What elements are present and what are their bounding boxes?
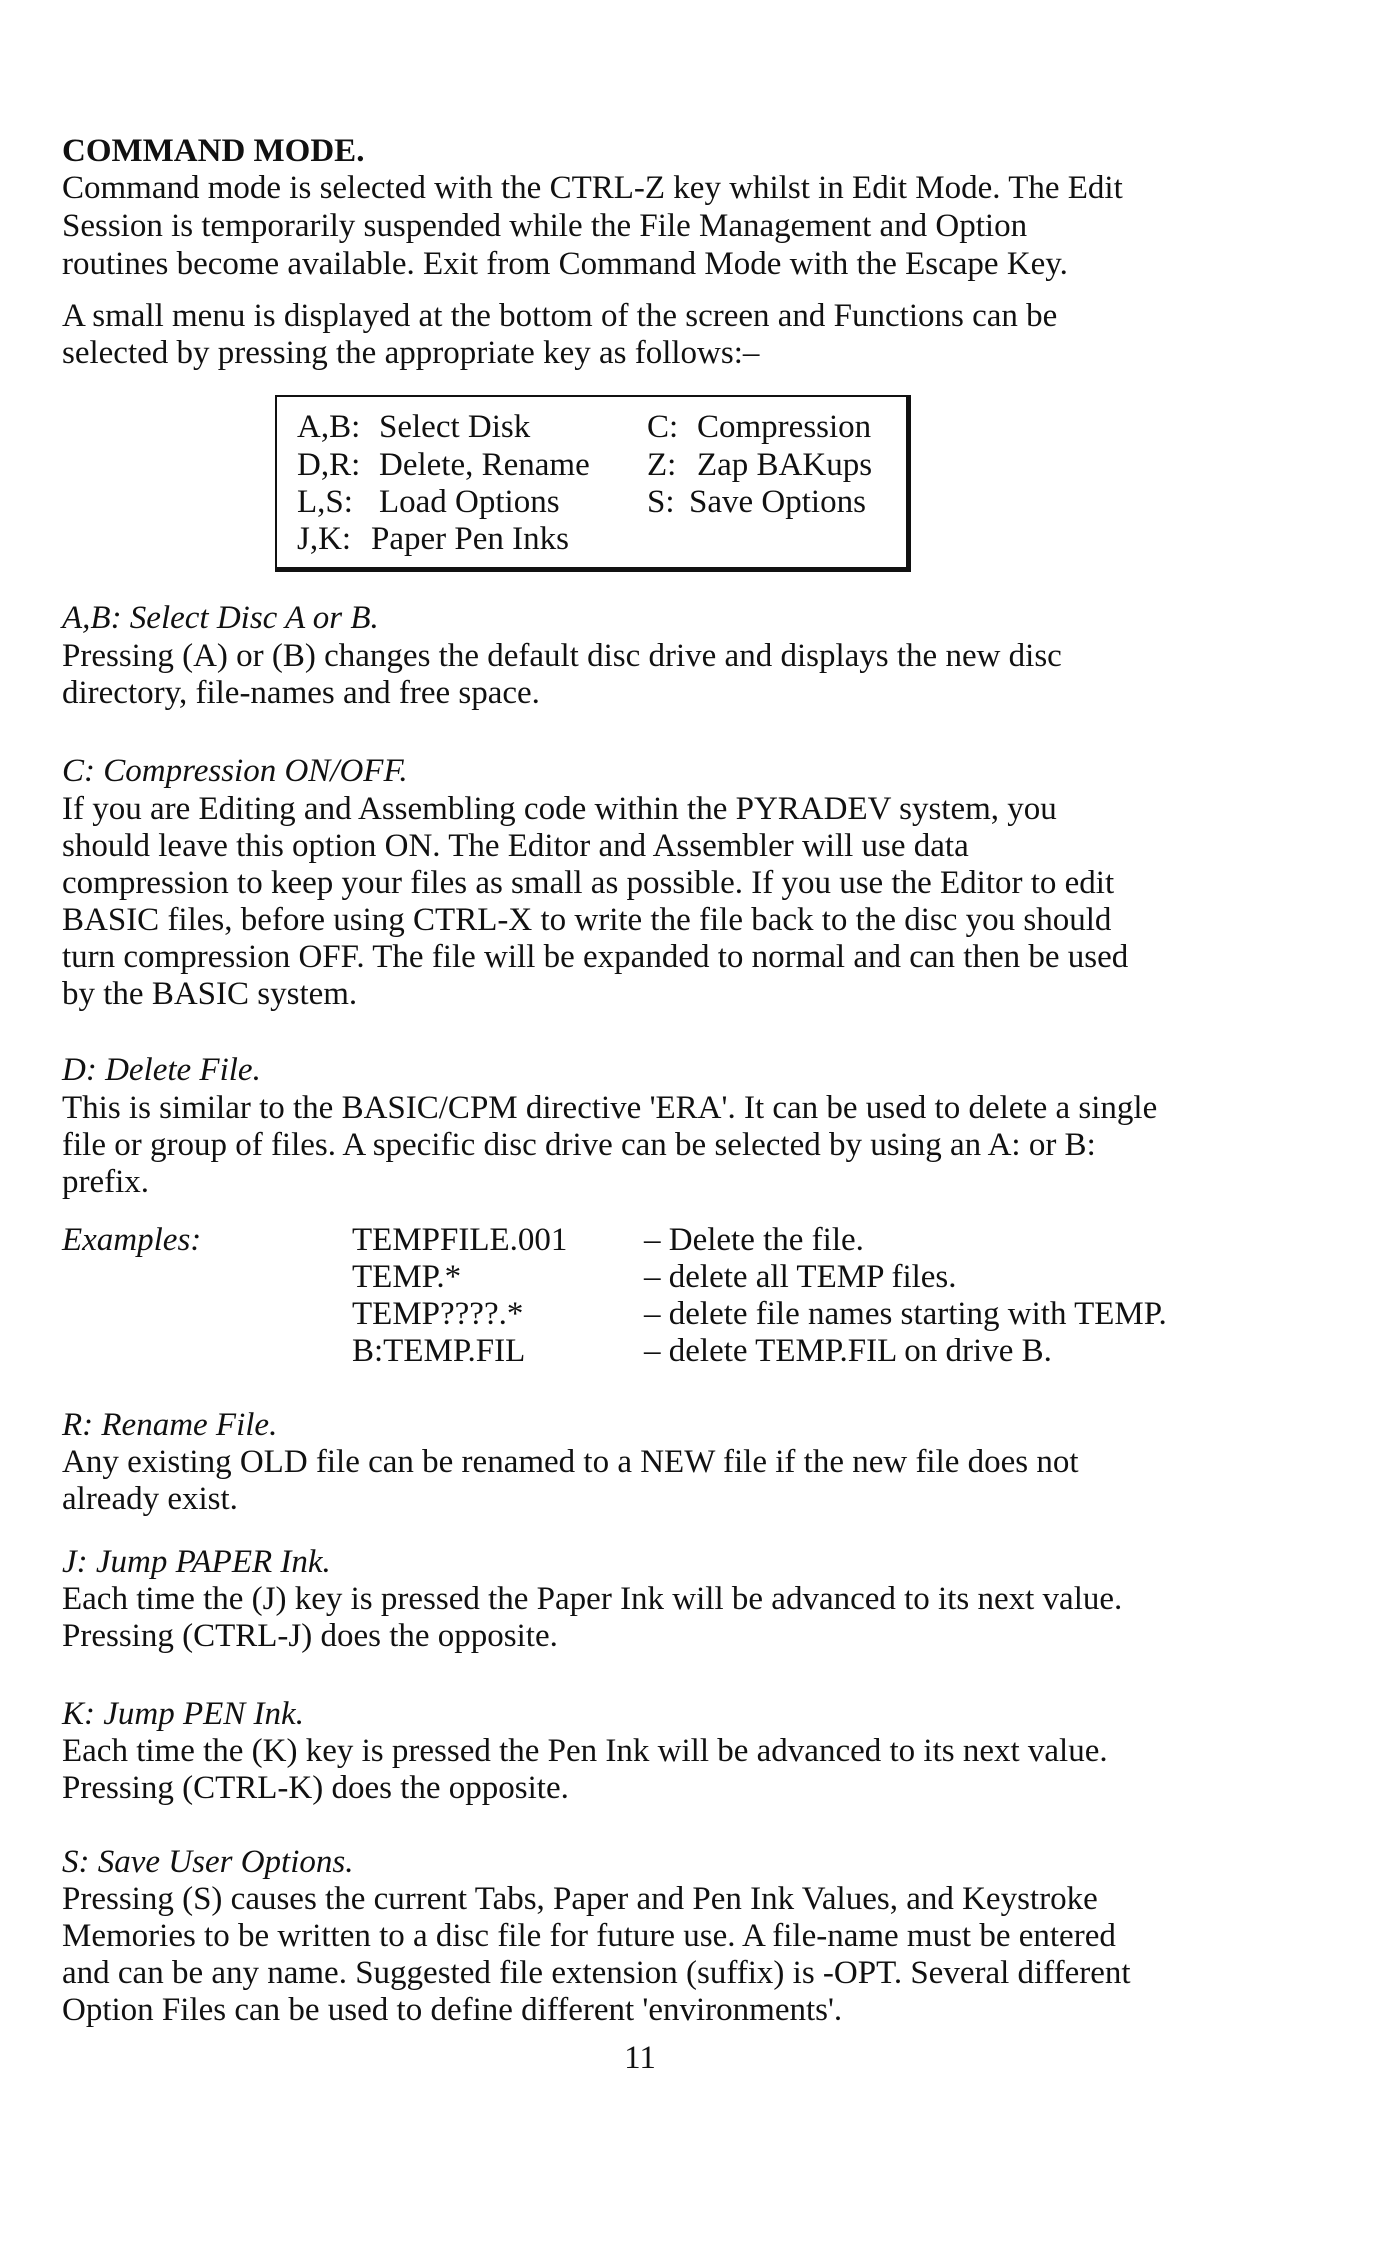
command-mode-line-1: Command mode is selected with the CTRL-Z key whilst in Edit Mode. The Edit <box>62 170 1123 206</box>
jump-paper-line-2: Pressing (CTRL-J) does the opposite. <box>62 1618 558 1654</box>
example-desc: – delete TEMP.FIL on drive B. <box>644 1333 1052 1369</box>
menu-key-ls: L,S: <box>297 484 353 520</box>
compression-line-1: If you are Editing and Assembling code within the PYRADEV system, you <box>62 791 1057 827</box>
delete-file-line-2: file or group of files. A specific disc drive can be selected by using an A: or B: <box>62 1127 1096 1163</box>
menu-label-save-options: Save Options <box>689 484 866 520</box>
example-file: TEMPFILE.001 <box>352 1222 568 1258</box>
menu-label-zap-bakups: Zap BAKups <box>697 447 873 483</box>
save-options-line-1: Pressing (S) causes the current Tabs, Paper and Pen Ink Values, and Keystroke <box>62 1881 1098 1917</box>
command-menu-box <box>275 395 911 572</box>
jump-paper-line-1: Each time the (J) key is pressed the Paper Ink will be advanced to its next value. <box>62 1581 1123 1617</box>
menu-key-c: C: <box>647 409 679 445</box>
menu-key-z: Z: <box>647 447 677 483</box>
command-mode-line-3: routines become available. Exit from Command Mode with the Escape Key. <box>62 246 1068 282</box>
menu-key-ab: A,B: <box>297 409 361 445</box>
menu-key-dr: D,R: <box>297 447 361 483</box>
compression-line-4: BASIC files, before using CTRL-X to write the file back to the disc you should <box>62 902 1112 938</box>
compression-line-2: should leave this option ON. The Editor and Assembler will use data <box>62 828 969 864</box>
rename-file-heading: R: Rename File. <box>62 1407 278 1443</box>
save-options-line-4: Option Files can be used to define different 'environments'. <box>62 1992 843 2028</box>
jump-paper-heading: J: Jump PAPER Ink. <box>62 1544 331 1580</box>
save-options-heading: S: Save User Options. <box>62 1844 354 1880</box>
menu-label-delete-rename: Delete, Rename <box>379 447 590 483</box>
rename-file-line-1: Any existing OLD file can be renamed to a NEW file if the new file does not <box>62 1444 1079 1480</box>
rename-file-line-2: already exist. <box>62 1481 238 1517</box>
compression-line-5: turn compression OFF. The file will be expanded to normal and can then be used <box>62 939 1129 975</box>
delete-file-heading: D: Delete File. <box>62 1052 261 1088</box>
examples-label: Examples: <box>62 1222 202 1258</box>
compression-line-3: compression to keep your files as small as possible. If you use the Editor to edit <box>62 865 1115 901</box>
menu-label-load-options: Load Options <box>379 484 560 520</box>
delete-file-line-3: prefix. <box>62 1164 150 1200</box>
select-disc-line-2: directory, file-names and free space. <box>62 675 540 711</box>
compression-heading: C: Compression ON/OFF. <box>62 753 408 789</box>
menu-label-paper-pen-inks: Paper Pen Inks <box>371 521 569 557</box>
menu-intro-line-2: selected by pressing the appropriate key as follows:– <box>62 335 760 371</box>
menu-intro-line-1: A small menu is displayed at the bottom of the screen and Functions can be <box>62 298 1058 334</box>
command-mode-heading: COMMAND MODE. <box>62 133 365 169</box>
command-mode-line-2: Session is temporarily suspended while the File Management and Option <box>62 208 1028 244</box>
menu-label-select-disk: Select Disk <box>379 409 531 445</box>
menu-key-s: S: <box>647 484 675 520</box>
select-disc-heading: A,B: Select Disc A or B. <box>62 600 379 636</box>
example-desc: – delete file names starting with TEMP. <box>644 1296 1167 1332</box>
jump-pen-line-1: Each time the (K) key is pressed the Pen Ink will be advanced to its next value. <box>62 1733 1108 1769</box>
example-file: TEMP.* <box>352 1259 462 1295</box>
example-desc: – delete all TEMP files. <box>644 1259 957 1295</box>
menu-label-compression: Compression <box>697 409 872 445</box>
example-file: TEMP????.* <box>352 1296 524 1332</box>
example-file: B:TEMP.FIL <box>352 1333 526 1369</box>
save-options-line-2: Memories to be written to a disc file for future use. A file-name must be entered <box>62 1918 1116 1954</box>
jump-pen-heading: K: Jump PEN Ink. <box>62 1696 304 1732</box>
menu-key-jk: J,K: <box>297 521 352 557</box>
jump-pen-line-2: Pressing (CTRL-K) does the opposite. <box>62 1770 569 1806</box>
page-number: 11 <box>624 2040 656 2076</box>
select-disc-line-1: Pressing (A) or (B) changes the default disc drive and displays the new disc <box>62 638 1062 674</box>
example-desc: – Delete the file. <box>644 1222 864 1258</box>
save-options-line-3: and can be any name. Suggested file extension (suffix) is -OPT. Several different <box>62 1955 1131 1991</box>
compression-line-6: by the BASIC system. <box>62 976 358 1012</box>
delete-file-line-1: This is similar to the BASIC/CPM directive 'ERA'. It can be used to delete a single <box>62 1090 1158 1126</box>
